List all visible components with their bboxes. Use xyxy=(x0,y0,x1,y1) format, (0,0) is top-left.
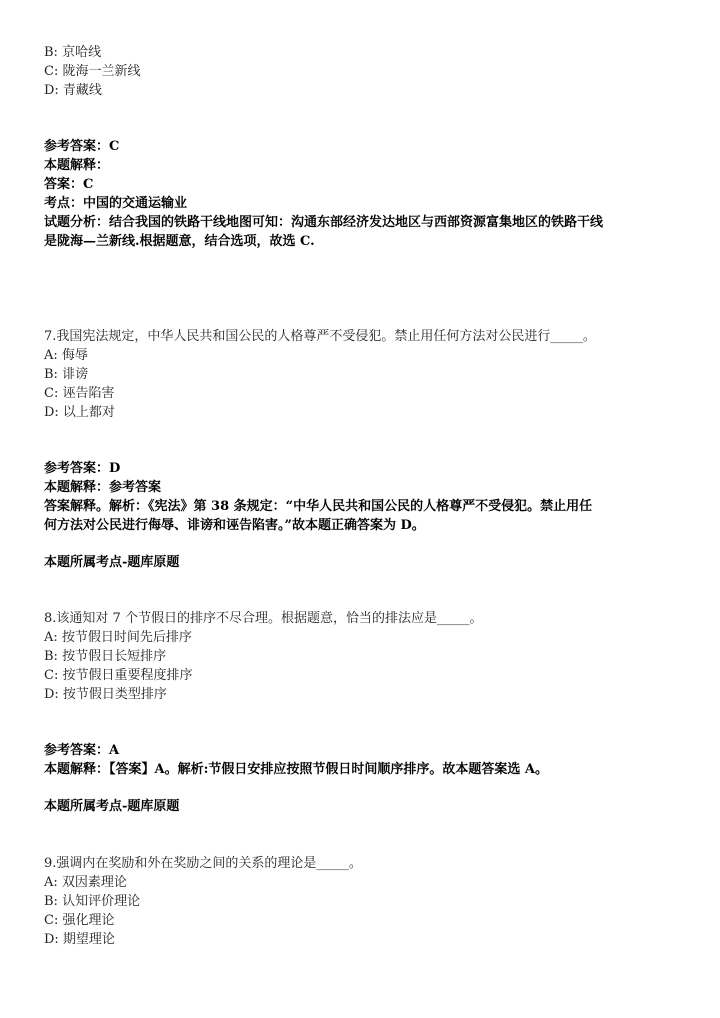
q9-question: 9.强调内在奖励和外在奖励之间的关系的理论是_____。 xyxy=(44,856,362,871)
q7-option-d: D: 以上都对 xyxy=(44,405,115,420)
q8-option-d: D: 按节假日类型排序 xyxy=(44,687,167,702)
q6-explain-label: 本题解释： xyxy=(44,158,110,173)
q7-option-b: B: 诽谤 xyxy=(44,367,89,382)
q6-kaodian: 考点：中国的交通运输业 xyxy=(44,196,188,211)
q8-answer: 参考答案：A xyxy=(44,743,120,758)
q9-option-b: B: 认知评价理论 xyxy=(44,894,141,909)
q9-option-d: D: 期望理论 xyxy=(44,932,115,947)
q6-analysis-line2: 是陇海—兰新线.根据题意，结合选项，故选 C. xyxy=(44,234,315,249)
q6-analysis-line1: 试题分析：结合我国的铁路干线地图可知：沟通东部经济发达地区与西部资源富集地区的铁路干线 xyxy=(44,215,604,230)
q8-source: 本题所属考点-题库原题 xyxy=(44,799,180,814)
q7-analysis-line2: 何方法对公民进行侮辱、诽谤和诬告陷害。”故本题正确答案为 D。 xyxy=(44,518,425,533)
q7-answer: 参考答案：D xyxy=(44,461,121,476)
q8-option-c: C: 按节假日重要程度排序 xyxy=(44,668,193,683)
q7-explain: 本题解释：参考答案 xyxy=(44,480,162,495)
q8-option-b: B: 按节假日长短排序 xyxy=(44,649,167,664)
q9-option-a: A: 双因素理论 xyxy=(44,875,127,890)
q9-option-c: C: 强化理论 xyxy=(44,913,115,928)
q6-option-d: D: 青藏线 xyxy=(44,83,102,98)
q7-question: 7.我国宪法规定，中华人民共和国公民的人格尊严不受侵犯。禁止用任何方法对公民进行_____。 xyxy=(44,329,596,344)
q7-analysis-line1: 答案解释。解析：《宪法》第 38 条规定：“中华人民共和国公民的人格尊严不受侵犯。禁止用任 xyxy=(44,499,593,514)
q8-option-a: A: 按节假日时间先后排序 xyxy=(44,630,192,645)
q7-option-a: A: 侮辱 xyxy=(44,348,88,363)
q8-explain: 本题解释：【答案】A。解析:节假日安排应按照节假日时间顺序排序。故本题答案选 A。 xyxy=(44,762,548,777)
q6-option-b: B: 京哈线 xyxy=(44,45,102,60)
q7-source: 本题所属考点-题库原题 xyxy=(44,555,180,570)
q6-answer: 参考答案：C xyxy=(44,139,120,154)
q6-option-c: C: 陇海一兰新线 xyxy=(44,64,141,79)
q6-answer2: 答案：C xyxy=(44,177,94,192)
q7-option-c: C: 诬告陷害 xyxy=(44,386,115,401)
q8-question: 8.该通知对 7 个节假日的排序不尽合理。根据题意，恰当的排法应是_____。 xyxy=(44,611,483,626)
